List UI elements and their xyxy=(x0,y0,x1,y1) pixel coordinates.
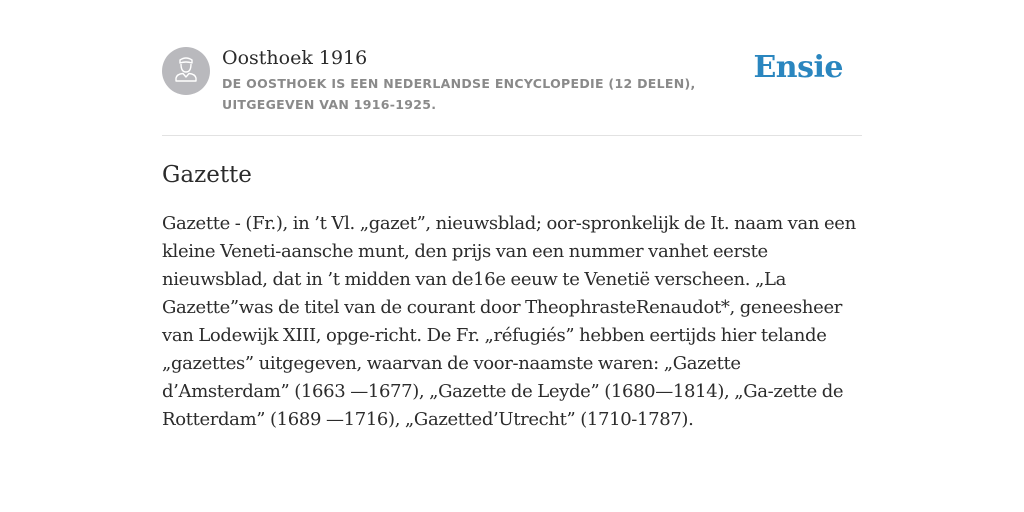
avatar[interactable] xyxy=(162,47,210,95)
ensie-logo[interactable]: Ensie xyxy=(753,50,843,85)
source-meta xyxy=(222,46,762,115)
source-title[interactable]: Oosthoek 1916 xyxy=(222,47,368,69)
entry-card xyxy=(162,44,862,434)
entry-body: Gazette - (Fr.), in ’t Vl. „gazet”, nieuwsblad; oor-spronkelijk de It. naam van een kleine Veneti-aansche munt, den prijs van een nummer vanhet eerste nieuwsblad, dat in ’t midden van de16e eeuw te Venetië verscheen. „La Gazette”was de titel van de courant door TheophrasteRenaudot*, geneesheer van Lodewijk XIII, opge-richt. De Fr. „réfugiés” hebben eertijds hier telande „gazettes” uitgegeven, waarvan de voor-naamste waren: „Gazette d’Amsterdam” (1663 —1677), „Gazette de Leyde” (1680—1814), „Ga-zette de Rotterdam” (1689 —1716), „Gazetted’Utrecht” (1710-1787). xyxy=(162,213,856,430)
entry-title: Gazette xyxy=(162,162,252,188)
source-description: DE OOSTHOEK IS EEN NEDERLANDSE ENCYCLOPEDIE (12 DELEN), UITGEGEVEN VAN 1916-1925. xyxy=(222,76,696,112)
source-header xyxy=(162,44,862,136)
user-icon xyxy=(171,54,201,88)
